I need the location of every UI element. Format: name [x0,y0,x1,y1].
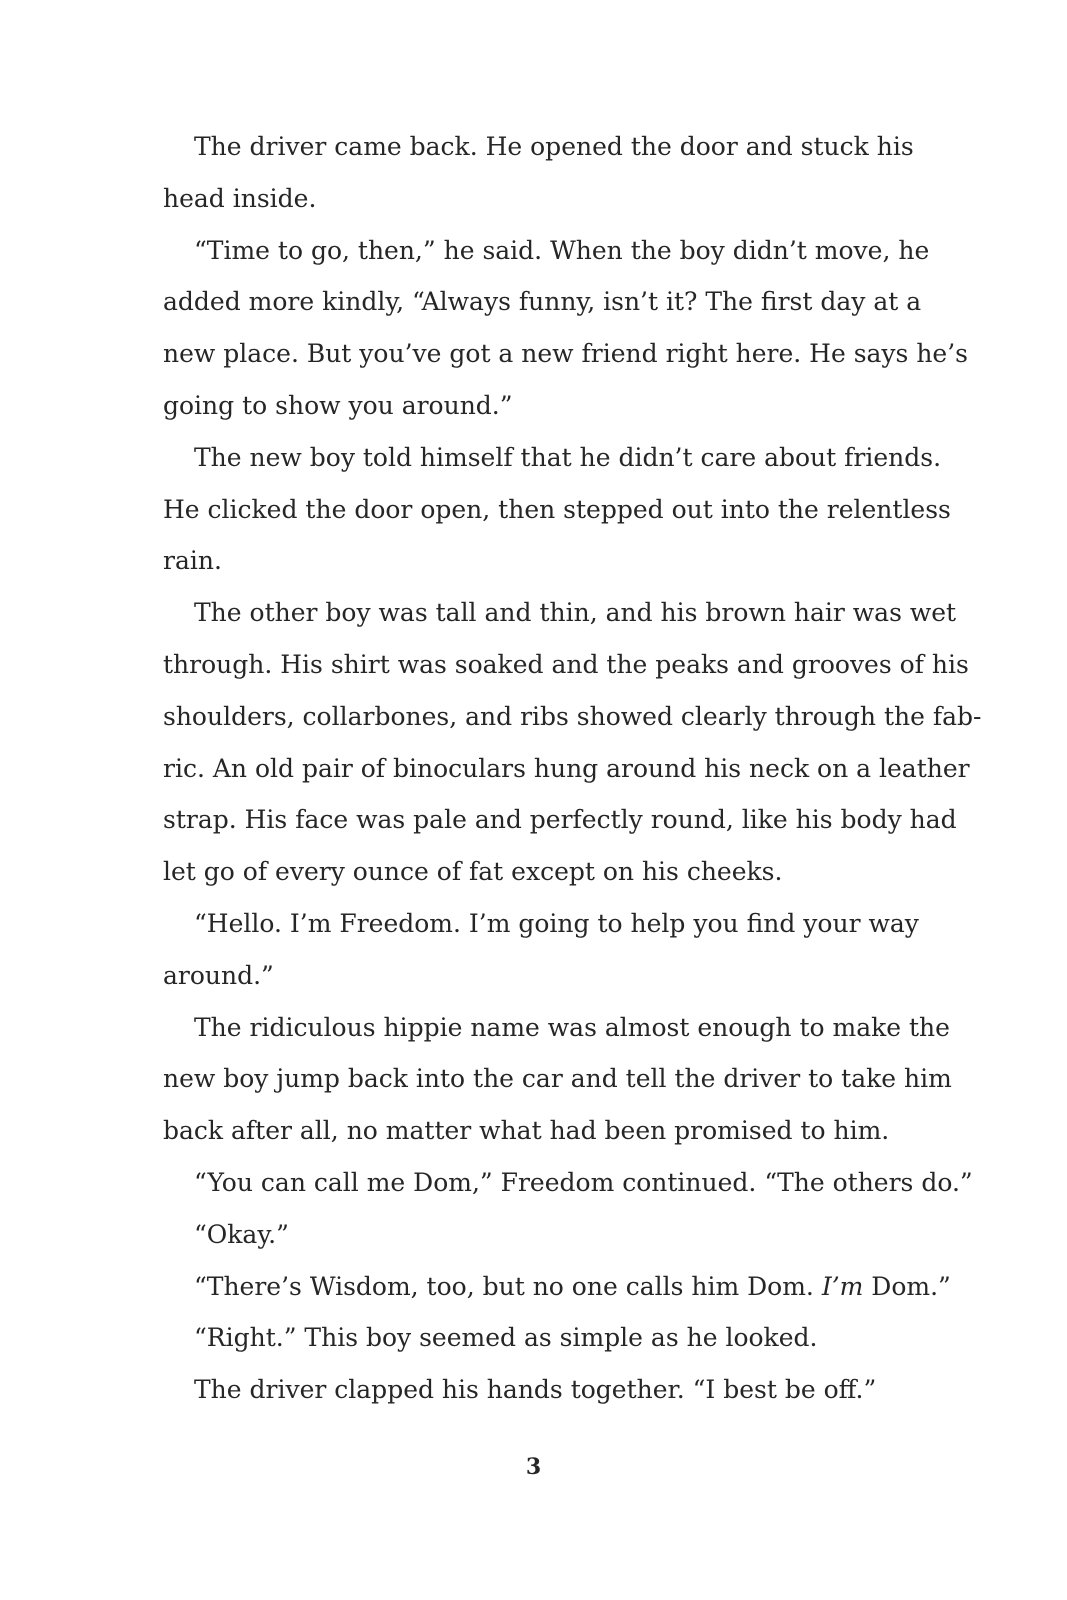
text-line: “Hello. I’m Freedom. I’m going to help you find your way [194,908,919,938]
italic-emphasis: I’m [821,1271,864,1301]
text-line: “Time to go, then,” he said. When the boy didn’t move, he [194,235,930,265]
text-line: new boy jump back into the car and tell the driver to take him [163,1064,952,1094]
text-line: “Right.” This boy seemed as simple as he looked. [194,1323,818,1353]
text-line: going to show you around.” [163,390,513,420]
text-segment: Dom.” [863,1271,951,1301]
text-line: through. His shirt was soaked and the peaks and grooves of his [163,649,969,679]
text-line: shoulders, collarbones, and ribs showed clearly through the fab- [163,701,982,731]
text-line: The other boy was tall and thin, and his brown hair was wet [194,598,957,628]
text-line: “You can call me Dom,” Freedom continued. “The others do.” [194,1167,973,1197]
text-line: around.” [163,960,274,990]
text-line: strap. His face was pale and perfectly round, like his body had [163,805,957,835]
text-line: The driver came back. He opened the door and stuck his [194,132,914,161]
body-text [163,121,982,1416]
text-segment: “There’s Wisdom, too, but no one calls him Dom. [194,1271,822,1301]
page-number: 3 [525,1454,542,1480]
text-line: ric. An old pair of binoculars hung around his neck on a leather [163,753,970,783]
text-line: The ridiculous hippie name was almost enough to make the [194,1012,950,1042]
text-line: The driver clapped his hands together. “I best be off.” [194,1375,877,1405]
text-line: let go of every ounce of fat except on his cheeks. [163,857,783,887]
text-line: “Okay.” [194,1219,289,1249]
text-line: added more kindly, “Always funny, isn’t it? The first day at a [163,287,922,317]
text-line: rain. [163,546,222,576]
text-line: back after all, no matter what had been promised to him. [163,1116,890,1146]
text-line: The new boy told himself that he didn’t care about friends. [194,442,942,472]
text-line [163,1261,951,1313]
text-line: head inside. [163,183,317,213]
text-line: new place. But you’ve got a new friend right here. He says he’s [163,339,969,369]
text-line: He clicked the door open, then stepped out into the relentless [163,494,951,524]
